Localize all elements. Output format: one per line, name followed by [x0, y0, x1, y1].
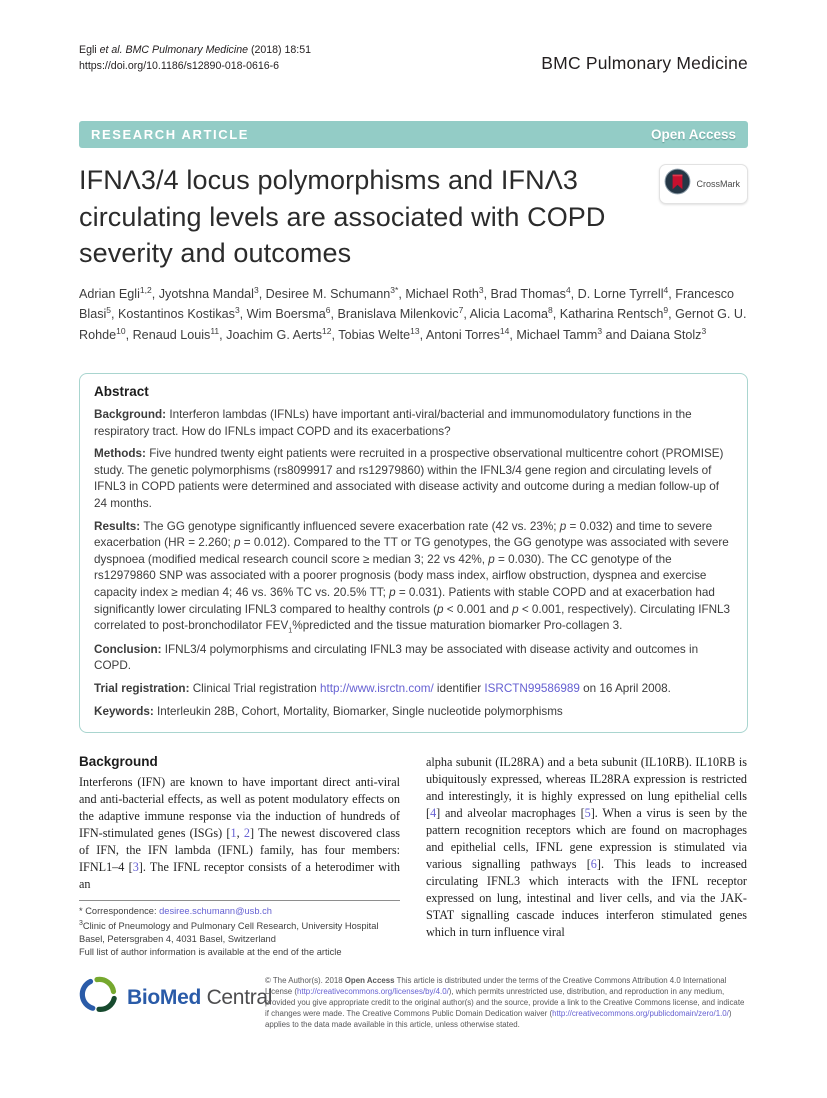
text-segment: , Desiree M. Schumann	[258, 287, 391, 302]
article-type-banner	[79, 121, 748, 148]
doi-line: https://doi.org/10.1186/s12890-018-0616-6	[79, 60, 280, 73]
text-segment: ), which permits unrestricted use, distribution, and reproduction in any medium, provided you give appropriate credit to the original author(s) and the source, provide a link to the Creative Commons license, and indicate if changes were made. The Creative Commons Public Domain Dedication waiver (	[265, 987, 745, 1019]
text-segment: = 0.031). Patients with stable COPD and at exacerbation had significantly lower circulating IFNL3 compared to healthy controls (	[94, 586, 715, 616]
body-paragraph-continued	[426, 754, 747, 940]
inline-link[interactable]: 1	[230, 826, 237, 841]
text-segment: Conclusion:	[94, 642, 165, 656]
inline-link[interactable]: 2	[243, 826, 250, 841]
text-segment: p	[234, 536, 241, 550]
text-segment: ]. This leads to increased circulating IFNL3 which interacts with the IFNL receptor expressed on lung, intestinal and liver cells, and via the JAK-STAT signalling cascade induces interferon stimulated genes which in turn influence viral	[426, 857, 747, 939]
text-segment: p	[436, 602, 444, 616]
text-segment: BMC Pulmonary Medicine	[125, 44, 248, 56]
text-segment: ]. The IFNL receptor consists of a heterodimer with an	[79, 860, 400, 892]
inline-link[interactable]: desiree.schumann@usb.ch	[159, 906, 272, 917]
page-footer	[79, 974, 748, 1031]
text-segment: 3	[701, 325, 707, 336]
page-header	[79, 42, 748, 75]
inline-link[interactable]: 5	[584, 806, 591, 821]
text-segment: 13	[410, 325, 420, 336]
inline-link[interactable]: http://www.isrctn.com/	[320, 682, 434, 696]
text-segment: Results:	[94, 519, 144, 533]
text-segment: ) applies to the data made available in this article, unless otherwise stated.	[265, 1009, 732, 1029]
text-segment: , Kostantinos Kostikas	[111, 307, 235, 322]
footnote-block	[79, 900, 400, 959]
text-segment: 3*	[390, 284, 399, 295]
text-segment: Interferons (IFN) are known to have important direct anti-viral and anti-bacterial effects, as well as potent modulatory effects on the adaptive immune response via the induction of hundreds of IFN-stimulated genes (ISGs) [	[79, 775, 400, 841]
biomed-central-wordmark	[127, 986, 272, 1010]
text-segment: , Renaud Louis	[125, 327, 211, 342]
text-segment: © The Author(s). 2018	[265, 976, 345, 986]
text-segment: 9	[663, 305, 669, 316]
text-segment: Open Access	[344, 976, 395, 986]
text-segment: , Michael Tamm	[509, 327, 598, 342]
text-segment: ] and alveolar macrophages [	[436, 806, 585, 821]
abstract-heading: Abstract	[94, 383, 149, 399]
text-segment: p	[389, 586, 396, 600]
abstract-trial-registration	[94, 681, 733, 698]
text-segment: 11	[210, 325, 220, 336]
text-segment: and Daiana Stolz	[602, 327, 702, 342]
article-title: IFNΛ3/4 locus polymorphisms and IFNΛ3 circulating levels are associated with COPD severity and outcomes	[79, 164, 606, 269]
text-segment: 1	[288, 625, 293, 635]
biomed-central-logo	[79, 974, 273, 1021]
text-segment: Keywords:	[94, 704, 157, 718]
inline-link[interactable]: ISRCTN99586989	[484, 682, 580, 696]
text-segment: ,	[236, 826, 244, 841]
text-segment: on 16 April 2008.	[579, 682, 671, 696]
text-segment: , Jyotshna Mandal	[151, 287, 254, 302]
text-segment: , Gernot G. U. Rohde	[79, 307, 747, 342]
text-segment: Background:	[94, 407, 170, 421]
biomed-wordmark-part: BioMed	[127, 985, 202, 1009]
text-segment: , Michael Roth	[398, 287, 479, 302]
text-segment: et al.	[99, 44, 126, 56]
right-column	[426, 754, 747, 959]
central-wordmark-part: Central	[201, 985, 273, 1009]
abstract-conclusion	[94, 642, 733, 675]
left-column	[79, 754, 400, 959]
abstract-results	[94, 519, 733, 636]
text-segment: This article is distributed under the terms of the Creative Commons Attribution 4.0 International License (	[265, 976, 727, 997]
text-segment: Clinical Trial registration	[192, 682, 321, 696]
text-segment: , Tobias Welte	[331, 327, 411, 342]
correspondence-line	[79, 905, 400, 918]
text-segment: 1,2	[139, 284, 152, 295]
text-segment: ] The newest discovered class of IFN, the IFN lambda (IFNL) family, has four members: IFNL1–4 [	[79, 826, 400, 875]
inline-link[interactable]: 6	[590, 857, 597, 872]
text-segment: , Katharina Rentsch	[552, 307, 664, 322]
text-segment: 3	[253, 284, 259, 295]
text-segment: , Wim Boersma	[239, 307, 326, 322]
text-segment: identifier	[433, 682, 485, 696]
text-segment: , Francesco Blasi	[79, 287, 735, 322]
text-segment: Interleukin 28B, Cohort, Mortality, Biomarker, Single nucleotide polymorphisms	[157, 704, 563, 718]
text-segment: 8	[548, 305, 553, 316]
affiliation-line	[79, 919, 400, 946]
inline-link[interactable]: http://creativecommons.org/publicdomain/zero/1.0/	[552, 1009, 729, 1019]
text-segment: Adrian Egli	[79, 287, 140, 302]
text-segment: alpha subunit (IL28RA) and a beta subunit (IL10RB). IL10RB is ubiquitously expressed, whereas IL28RA expression is restricted and interestingly, it is highly expressed on lung epithelial cells [	[426, 755, 747, 821]
text-segment: p	[488, 552, 495, 566]
inline-link[interactable]: 3	[132, 860, 139, 875]
text-segment: = 0.030). The CC genotype of the rs12979860 SNP was associated with a poorer prognosis (body mass index, airflow obstruction, dyspnea and exercise capacity index ≥ median 4; 46 vs. 36% TC vs. 20.5% TT;	[94, 552, 707, 600]
text-segment: Egli	[79, 44, 100, 56]
text-segment: , D. Lorne Tyrrell	[570, 287, 664, 302]
text-segment: 3	[79, 919, 83, 927]
text-segment: , Brad Thomas	[483, 287, 566, 302]
text-segment: ]. When a virus is seen by the pattern recognition receptors which are found on macrophages and epithelial cells, IFNL gene expression is stimulated via various signalling pathways [	[426, 806, 747, 872]
text-segment: p	[559, 519, 567, 533]
text-segment: 3	[478, 284, 484, 295]
text-segment: %predicted and the tissue maturation biomarker Pro-collagen 3.	[292, 619, 623, 633]
title-section	[79, 162, 748, 272]
text-segment: 6	[325, 305, 331, 316]
background-paragraph	[79, 774, 400, 893]
text-segment: < 0.001 and	[443, 602, 513, 616]
text-segment: 10	[116, 325, 126, 336]
crossmark-icon	[664, 168, 691, 200]
author-info-note: Full list of author information is available at the end of the article	[79, 947, 342, 958]
text-segment: = 0.032) and time to severe exacerbation (HR = 2.260;	[94, 519, 713, 550]
abstract-keywords	[94, 704, 733, 721]
citation-block	[79, 42, 311, 75]
abstract-box	[79, 373, 748, 733]
text-segment: 3	[597, 325, 603, 336]
citation-line	[79, 42, 311, 58]
author-list	[79, 284, 748, 345]
text-segment: The GG genotype significantly influenced severe exacerbation rate (42 vs. 23%;	[143, 519, 560, 533]
text-segment: Interferon lambdas (IFNLs) have important anti-viral/bacterial and immunomodulatory functions in the respiratory tract. How do IFNLs impact COPD and its exacerbations?	[94, 407, 692, 438]
abstract-methods	[94, 446, 733, 512]
text-segment: p	[512, 602, 519, 616]
inline-link[interactable]: http://creativecommons.org/licenses/by/4.0/	[297, 987, 449, 997]
text-segment: 3	[234, 305, 240, 316]
text-segment: Five hundred twenty eight patients were recruited in a prospective observational multicentre cohort (PROMISE) study. The genetic polymorphisms (rs8099917 and rs12979860) within the IFNL3/4 gene region and circulating levels of IFNL3 in COPD patients were determined and associated with disease activity and outcome during a median follow-up of 24 months.	[94, 447, 724, 510]
article-type-label: RESEARCH ARTICLE	[91, 126, 250, 142]
text-segment: , Antoni Torres	[419, 327, 500, 342]
text-segment: (2018) 18:51	[248, 44, 312, 56]
text-segment: < 0.001, respectively). Circulating IFNL3 correlated to post-bronchodilator FEV	[94, 602, 731, 633]
text-segment: 4	[663, 284, 669, 295]
abstract-background	[94, 407, 733, 440]
text-segment: 7	[458, 305, 464, 316]
text-segment: , Alicia Lacoma	[463, 307, 549, 322]
text-segment: , Joachim G. Aerts	[219, 327, 323, 342]
text-segment: 14	[499, 325, 510, 336]
text-segment: Methods:	[94, 447, 150, 461]
text-segment: Clinic of Pneumology and Pulmonary Cell Research, University Hospital Basel, Petersgraben 4, 4031 Basel, Switzerland	[79, 920, 379, 944]
text-segment: = 0.012). Compared to the TT or TG genotypes, the GG genotype was associated with severe dyspnoea (modified medical research council score ≥ median 3; 22 vs 42%,	[94, 536, 729, 566]
inline-link[interactable]: 4	[430, 806, 437, 821]
text-segment: 5	[106, 305, 112, 316]
body-columns	[79, 754, 748, 959]
journal-name: BMC Pulmonary Medicine	[541, 52, 748, 73]
crossmark-button[interactable]	[659, 164, 748, 204]
text-segment: * Correspondence:	[79, 906, 160, 917]
background-heading: Background	[79, 754, 158, 770]
text-segment: 12	[322, 325, 332, 336]
open-access-label: Open Access	[650, 126, 736, 142]
text-segment: , Branislava Milenkovic	[330, 307, 459, 322]
biomed-central-ring-icon	[79, 974, 121, 1021]
text-segment: Trial registration:	[94, 682, 193, 696]
license-text	[265, 974, 748, 1031]
text-segment: IFNL3/4 polymorphisms and circulating IFNL3 may be associated with disease activity and outcomes in COPD.	[94, 642, 699, 673]
crossmark-label: CrossMark	[696, 178, 740, 189]
text-segment: 4	[565, 284, 571, 295]
